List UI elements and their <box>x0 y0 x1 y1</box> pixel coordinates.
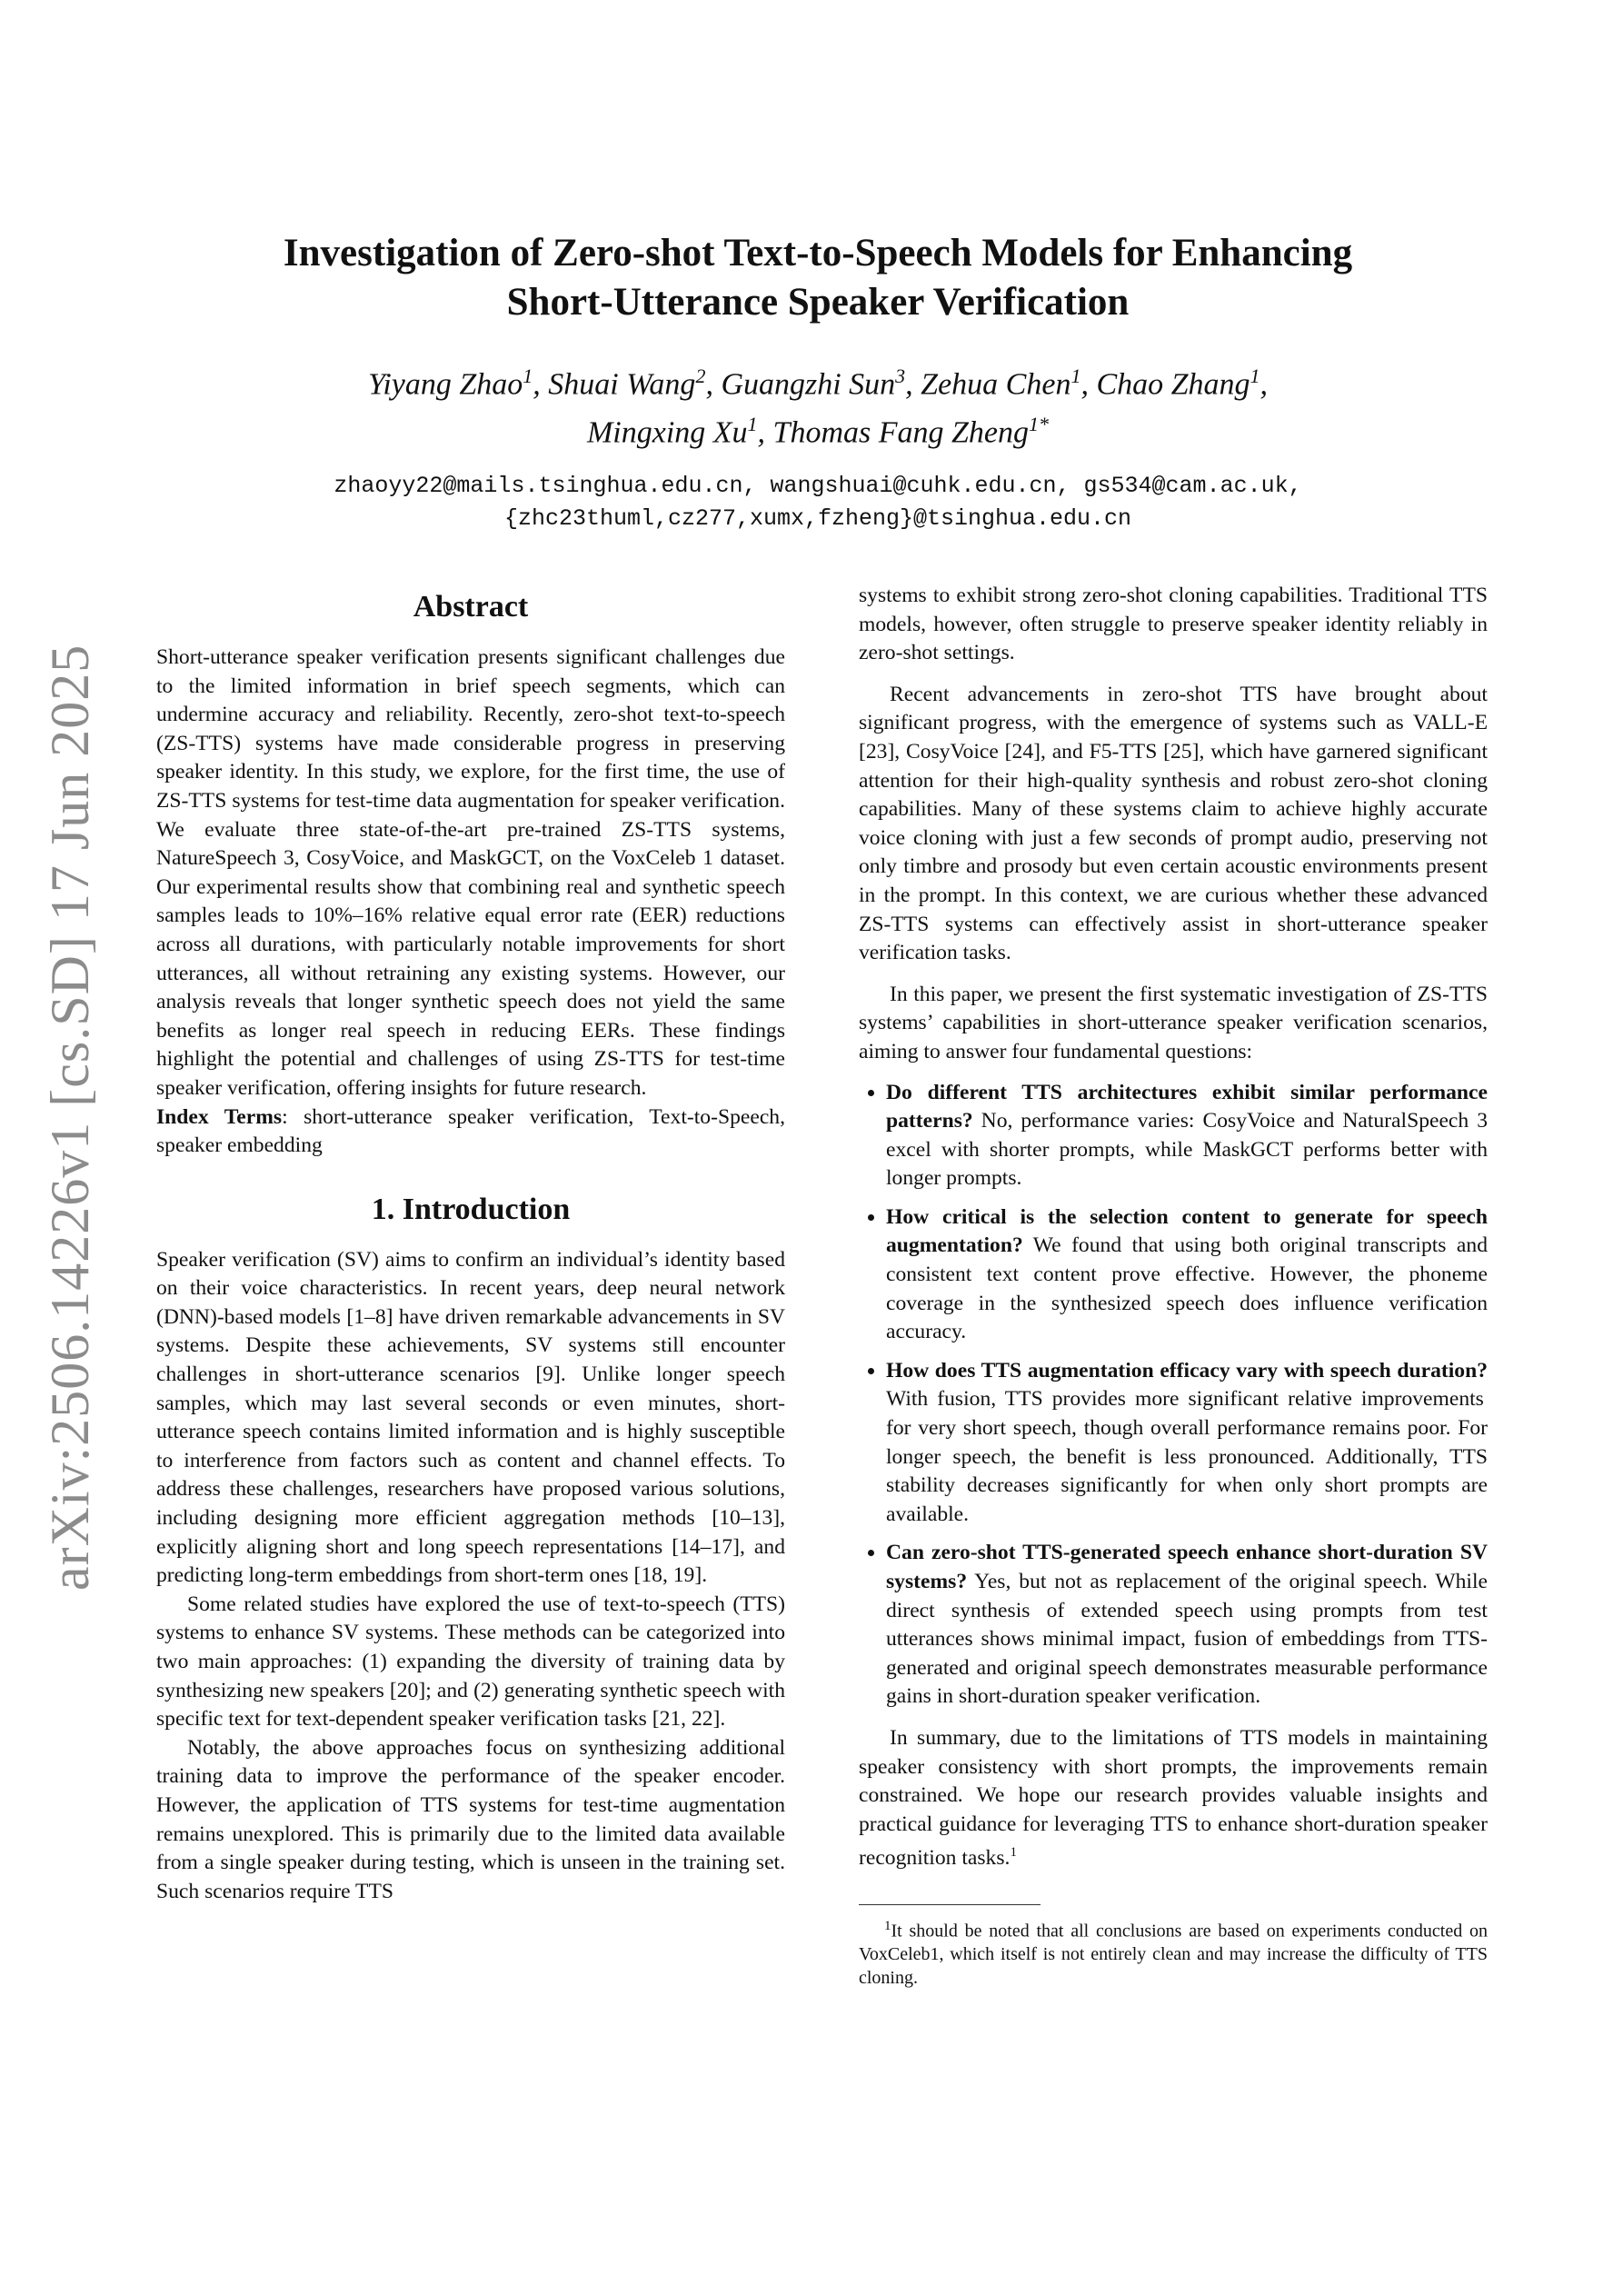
author-name: Thomas Fang Zheng <box>772 415 1030 450</box>
index-terms <box>156 1103 785 1161</box>
summary-text: In summary, due to the limitations of TTS models in maintaining speaker consistency with short prompts, the improvements remain constrained. We hope our research provides valuable insights and practical guidance for leveraging TTS to enhance short-duration speaker recognition tasks. <box>859 1725 1488 1871</box>
footnote <box>859 1914 1488 1991</box>
question-text: How does TTS augmentation efficacy vary with speech duration? <box>886 1358 1488 1383</box>
author-affiliation: 1* <box>1029 413 1050 436</box>
answer-text: No, performance varies: CosyVoice and NaturalSpeech 3 excel with shorter prompts, while MaskGCT performs better with longer prompts. <box>886 1109 1488 1191</box>
left-column <box>156 582 785 1906</box>
footnote-mark: 1 <box>884 1918 891 1933</box>
answer-text: We found that using both original transcripts and consistent text content prove effective. However, the phoneme coverage in the synthesized speech does influence verification accuracy. <box>886 1233 1488 1344</box>
intro-paragraph-1: Speaker verification (SV) aims to confirm an individual’s identity based on their voice characteristics. In recent years, deep neural network (DNN)-based models [1–8] have driven remarkable advancements in SV systems. Despite these achievements, SV systems still encounter challenges in short-utterance scenarios [9]. Unlike longer speech samples, which may last several seconds or even minutes, short-utterance speech contains limited information and is highly susceptible to interference from factors such as content and channel effects. To address these challenges, researchers have proposed various solutions, including designing more efficient aggregation methods [10–13], explicitly aligning short and long speech representations [14–17], and predicting long-term embeddings from short-term ones [18, 19]. <box>156 1247 785 1588</box>
right-paragraph-1: systems to exhibit strong zero-shot cloning capabilities. Traditional TTS models, however, often struggle to preserve speaker identity reliably in zero-shot settings. <box>859 584 1488 665</box>
research-questions-list <box>859 1078 1488 1712</box>
right-paragraph-3: In this paper, we present the first systematic investigation of ZS-TTS systems’ capabilities in short-utterance speaker verification scenarios, aiming to answer four fundamental questions: <box>859 982 1488 1063</box>
author-affiliation: 2 <box>695 364 706 387</box>
author-line-2: Mingxing Xu$^1$, Thomas Fang Zheng$^{1*}$ <box>586 413 1050 450</box>
answer-text: With fusion, TTS provides more significant relative improvements for very short speech, though overall performance remains poor. For longer speech, the benefit is less pronounced. Additionally, TTS stability decreases significantly for when only short prompts are available. <box>886 1387 1488 1526</box>
paper-title <box>182 229 1454 327</box>
right-column <box>859 582 1488 1990</box>
footnote-text: It should be noted that all conclusions are based on experiments conducted on VoxCeleb1, which itself is not entirely clean and may increase the difficulty of TTS cloning. <box>859 1921 1488 1989</box>
author-affiliation: 1 <box>1070 364 1081 387</box>
abstract-heading: Abstract <box>413 590 529 624</box>
author-affiliation: 3 <box>895 364 906 387</box>
author-name: Guangzhi Sun <box>721 367 896 402</box>
question-item <box>886 1078 1488 1193</box>
author-affiliation: 1 <box>1250 364 1260 387</box>
question-text: Do different TTS architectures exhibit similar performance patterns? <box>886 1080 1488 1133</box>
author-name: Yiyang Zhao <box>367 367 523 402</box>
right-paragraph-2: Recent advancements in zero-shot TTS have brought about significant progress, with the emergence of systems such as VALL-E [23], CosyVoice [24], and F5-TTS [25], which have garnered significant attention for their high-quality synthesis and robust zero-shot cloning capabilities. Many of these systems claim to achieve highly accurate voice cloning with just a few seconds of prompt audio, preserving not only timbre and prosody but even certain acoustic environments present in the prompt. In this context, we are curious whether these advanced ZS-TTS systems can effectively assist in short-utterance speaker verification tasks. <box>859 682 1488 965</box>
email-line-1: zhaoyy22@mails.tsinghua.edu.cn, wangshuai@cuhk.edu.cn, gs534@cam.ac.uk, <box>334 473 1302 499</box>
author-name: Zehua Chen <box>921 367 1071 402</box>
index-terms-text: : short-utterance speaker verification, Text-to-Speech, speaker embedding <box>156 1104 785 1158</box>
author-name: Shuai Wang <box>548 367 696 402</box>
introduction-heading: 1. Introduction <box>371 1192 571 1226</box>
index-terms-label: Index Terms <box>156 1104 283 1129</box>
author-emails <box>182 470 1454 535</box>
question-text: How critical is the selection content to generate for speech augmentation? <box>886 1204 1488 1258</box>
author-affiliation: 1 <box>747 413 758 436</box>
author-affiliation: 1 <box>523 364 533 387</box>
email-line-2: {zhc23thuml,cz277,xumx,fzheng}@tsinghua.edu.cn <box>503 505 1132 532</box>
title-line-2: Short-Utterance Speaker Verification <box>506 281 1130 324</box>
intro-paragraph-2: Some related studies have explored the use of text-to-speech (TTS) systems to enhance SV systems. These methods can be categorized into two main approaches: (1) expanding the diversity of training data by synthesizing new speakers [20]; and (2) generating synthetic speech with specific text for text-dependent speaker verification tasks [21, 22]. <box>156 1592 785 1732</box>
title-line-1: Investigation of Zero-shot Text-to-Speech Models for Enhancing <box>283 232 1353 275</box>
intro-paragraph-3: Notably, the above approaches focus on synthesizing additional training data to improve the performance of the speaker encoder. However, the application of TTS systems for test-time augmentation remains unexplored. This is primarily due to the limited data available from a single speaker during testing, which is unseen in the training set. Such scenarios require TTS <box>156 1735 785 1903</box>
arxiv-side-stamp: arXiv:2506.14226v1 [cs.SD] 17 Jun 2025 <box>40 644 100 1591</box>
right-paragraph-4 <box>859 1724 1488 1873</box>
question-item <box>886 1356 1488 1530</box>
author-name: Chao Zhang <box>1096 367 1250 402</box>
question-item <box>886 1538 1488 1712</box>
footnote-divider <box>859 1904 1041 1905</box>
answer-text: Yes, but not as replacement of the original speech. While direct synthesis of extended speech using prompts from test utterances shows minimal impact, fusion of embeddings from TTS-generated and original speech demonstrates measurable performance gains in short-duration speaker verification. <box>886 1570 1488 1709</box>
author-name: Mingxing Xu <box>586 415 748 450</box>
abstract-text: Short-utterance speaker verification presents significant challenges due to the limited information in brief speech segments, which can undermine accuracy and reliability. Recently, zero-shot text-to-speech (ZS-TTS) systems have made considerable progress in preserving speaker identity. In this study, we explore, for the first time, the use of ZS-TTS systems for test-time data augmentation for speaker verification. We evaluate three state-of-the-art pre-trained ZS-TTS systems, NatureSpeech 3, CosyVoice, and MaskGCT, on the VoxCeleb 1 dataset. Our experimental results show that combining real and synthetic speech samples leads to 10%–16% relative equal error rate (EER) reductions across all durations, with particularly notable improvements for short utterances, all without retraining any existing systems. However, our analysis reveals that longer synthetic speech does not yield the same benefits as longer real speech in reducing EERs. These findings highlight the potential and challenges of using ZS-TTS for test-time speaker verification, offering insights for future research. <box>156 645 785 1100</box>
question-text: Can zero-shot TTS-generated speech enhance short-duration SV systems? <box>886 1541 1488 1593</box>
question-item <box>886 1203 1488 1347</box>
author-line-1: Yiyang Zhao$^1$, Shuai Wang$^2$, Guangzhi Sun$^3$, Zehua Chen$^1$, Chao Zhang$^1$, <box>367 364 1269 402</box>
author-list <box>182 356 1454 454</box>
footnote-reference: 1 <box>1010 1845 1017 1861</box>
